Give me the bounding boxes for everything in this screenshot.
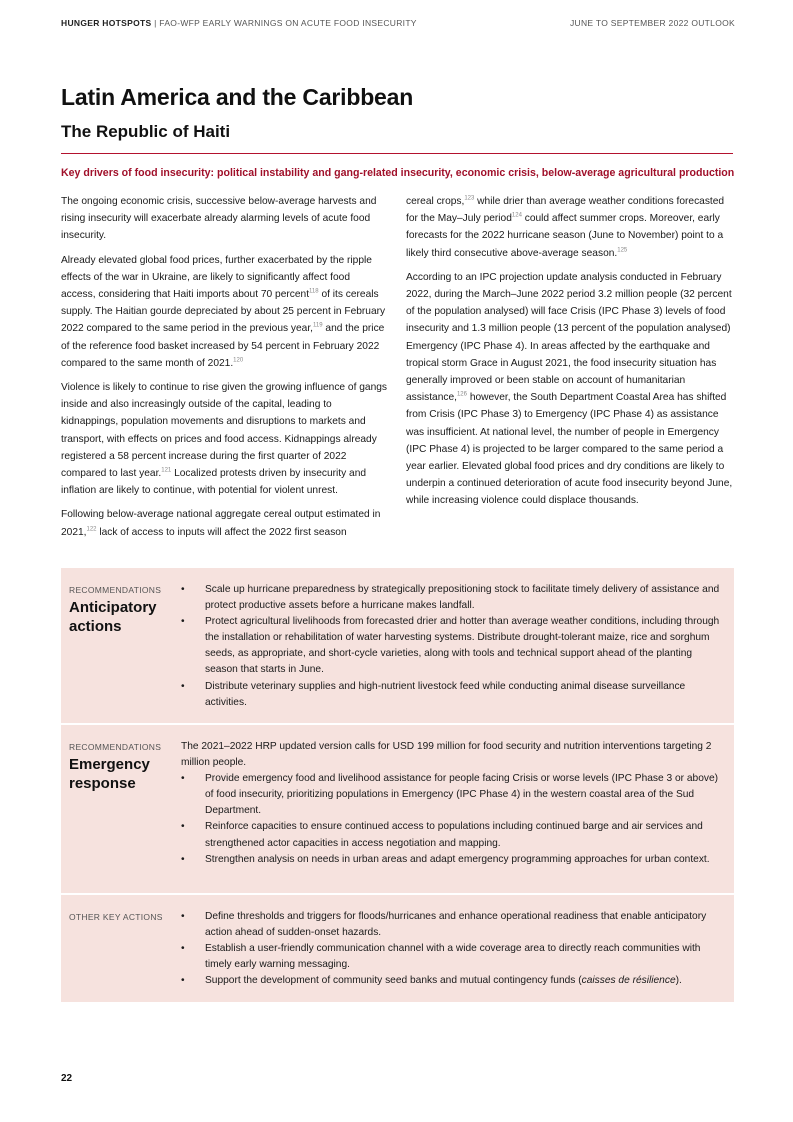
paragraph: Violence is likely to continue to rise given the growing influence of gangs inside and also increasingly outside of the capital, leading to kidnappings, population movements and disruptions to markets and transport, with effects on prices and food access. Kidnappings already registered a 58 percent increase during the first quarter of 2022 compared to last year.$^{121}$ Localized protests driven by insecurity and inflation are likely to continue, with potential for violent unrest. [61,382,388,497]
paragraph: Already elevated global food prices, further exacerbated by the ripple effects of the war in Ukraine, are likely to significantly affect food access, considering that Haiti imports about 70 percent$^{118}$ of its cereals supply. The Haitian gourde depreciated by about 25 percent in February 2022 compared to the same period in the previous year,$^{119}$ and the price of the reference food basket increased by 54 percent in February 2022 compared to the same month of 2021.$^{120}$ [61,254,386,369]
list-item: • Strengthen analysis on needs in urban areas and adapt emergency programming approaches for urban context. [181,852,726,868]
anticipatory-actions-section [61,568,734,723]
footnote-ref: 119 [313,323,323,330]
other-key-actions-section [61,895,734,1002]
recommendations-box [61,568,734,1002]
section-kicker: RECOMMENDATIONS [69,585,162,595]
section-label [69,912,174,922]
footnote-ref: 121 [161,467,172,474]
left-text-column [61,193,387,548]
header-outlook: JUNE TO SEPTEMBER 2022 OUTLOOK [569,18,735,28]
paragraph: cereal crops,$^{123}$ while drier than average weather conditions forecasted for the May–July period$^{124}$ could affect summer crops. Moreover, early forecasts for the 2022 hurricane season (June to November) point to a likely third consecutive above-average season.$^{125}$ [406,195,725,259]
section-label [69,742,174,793]
section-body [181,739,726,868]
bullet-list [181,771,726,868]
bullet-icon: • [181,680,185,692]
page-number: 22 [61,1073,73,1084]
key-drivers: Key drivers of food insecurity: political instability and gang-related insecurity, economic crisis, below-average agricultural production [61,167,735,179]
footnote-ref: 122 [86,526,97,533]
country-title: The Republic of Haiti [61,122,231,141]
right-text-column [406,193,735,517]
section-kicker: RECOMMENDATIONS [69,742,162,752]
paragraph: Following below-average national aggregate cereal output estimated in 2021,$^{122}$ lack of access to inputs will affect the 2022 first season [61,509,381,538]
bullet-icon: • [181,616,185,628]
header-publication: HUNGER HOTSPOTS | FAO-WFP EARLY WARNINGS ON ACUTE FOOD INSECURITY [61,18,417,28]
list-item: • Distribute veterinary supplies and high-nutrient livestock feed while conducting animal disease surveillance activities. [181,680,686,708]
bullet-list [181,909,726,989]
section-label [69,585,174,636]
list-item: • Define thresholds and triggers for floods/hurricanes and enhance operational readiness that enable anticipatory action ahead of sudden-onset hazards. [181,911,707,939]
paragraph: The ongoing economic crisis, successive below-average harvests and rising insecurity will exacerbate already alarming levels of acute food insecurity. [61,196,377,242]
section-intro: The 2021–2022 HRP updated version calls for USD 199 million for food security and nutrition interventions targeting 2 million people. [181,741,712,769]
footnote-ref: 118 [309,288,319,295]
bullet-icon: • [181,821,185,833]
paragraph: According to an IPC projection update analysis conducted in February 2022, during the March–June 2022 period 3.2 million people (32 percent of the population analysed) will face Crisis (IPC Phase 3) levels of food insecurity and 1.3 million people (13 percent of the population analysed) Emergency (IPC Phase 4). In areas affected by the earthquake and tropical storm Grace in August 2021, the food insecurity situation has generally improved or been stable on account of humanitarian assistance,$^{126}$ however, the South Department Coastal Area has shifted from Crisis (IPC Phase 3) to Emergency (IPC Phase 4) as assistance was insufficient. At national level, the number of people in Emergency (IPC Phase 4) is projected to be larger compared to the same period a year earlier. Elevated global food prices and dry conditions are likely to underpin a continued deterioration of acute food insecurity beyond June, while increasing violence could displace thousands. [406,271,733,507]
footnote-ref: 120 [233,357,244,364]
footnote-ref: 124 [511,212,522,219]
list-item: • Support the development of community seed banks and mutual contingency funds (caisses de résilience). [181,973,726,989]
list-item: • Reinforce capacities to ensure continued access to populations including continued barge and air services and strengthened actor capacities in access negotiation and mapping. [181,821,703,849]
title-divider [61,153,733,154]
section-body [181,909,726,989]
bullet-icon: • [181,584,185,595]
list-item: • Protect agricultural livelihoods from forecasted drier and hotter than average weather conditions, including through the installation or rehabilitation of water harvesting systems. Distribute drought-tolerant maize, rice and sorghum seeds, as appropriate, and short-cycle varieties, along with tools and technical support ahead of the planting season that starts in June. [181,616,720,676]
list-item: • Provide emergency food and livelihood assistance for people facing Crisis or worse levels (IPC Phase 3 or above) of food insecurity, prioritizing populations in Emergency (IPC Phase 4) in the western coastal area of the Sud Department. [181,773,719,817]
footnote-ref: 123 [464,195,475,202]
page-header [61,18,735,32]
region-title: Latin America and the Caribbean [61,84,414,110]
bullet-icon: • [181,773,185,785]
footnote-ref: 125 [617,247,628,254]
footnote-ref: 126 [456,391,467,398]
bullet-icon: • [181,853,185,865]
list-item: • Establish a user-friendly communication channel with a wide coverage area to directly reach communities with timely early warning messaging. [181,943,701,971]
emergency-response-section [61,725,734,893]
list-item: • Scale up hurricane preparedness by strategically prepositioning stock to facilitate timely delivery of assistance and protect productive assets before a hurricane makes landfall. [181,584,720,612]
section-title: Emergency response [69,756,150,792]
section-kicker: OTHER KEY ACTIONS [69,912,163,922]
section-body [181,582,726,711]
bullet-icon: • [181,943,185,955]
bullet-icon: • [181,911,185,922]
section-title: Anticipatory actions [69,599,157,635]
bullet-list [181,582,726,711]
bullet-icon: • [181,975,185,987]
